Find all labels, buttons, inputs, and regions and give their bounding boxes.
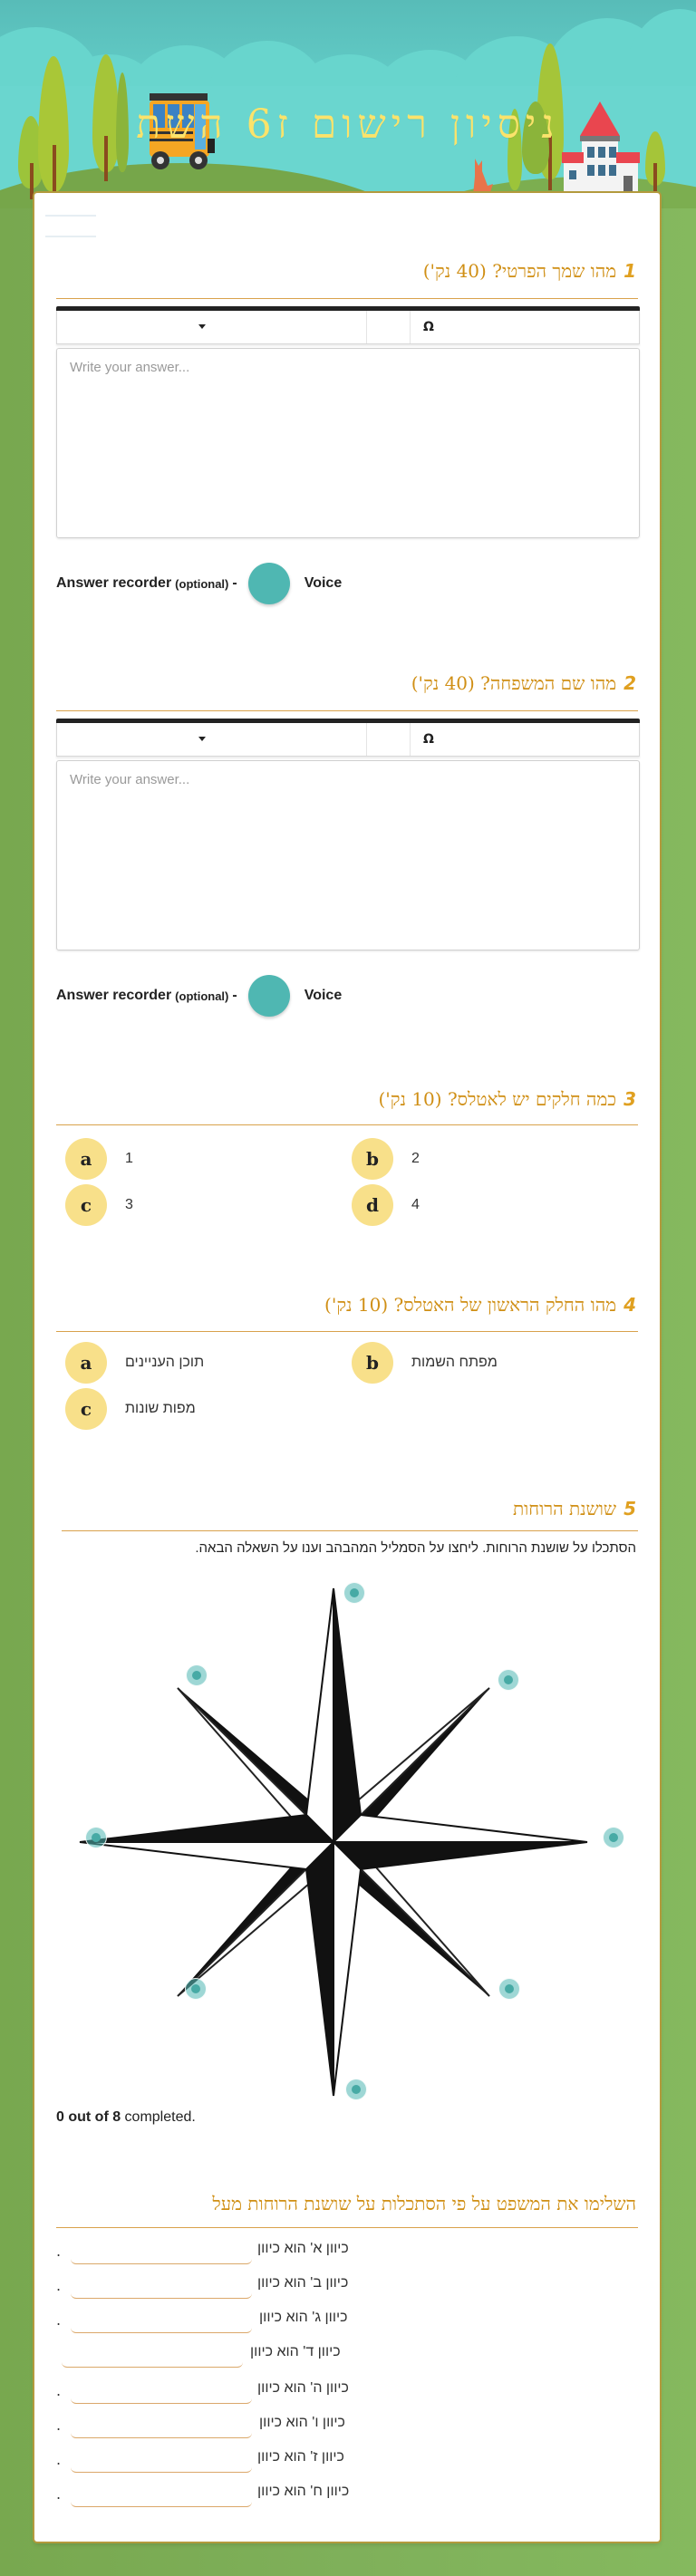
answer-textarea[interactable]: Write your answer...: [56, 348, 640, 538]
choice-option-c[interactable]: c מפות שונות: [65, 1388, 196, 1430]
choice-option-c[interactable]: c 3: [65, 1184, 133, 1226]
caret-down-icon: [198, 324, 206, 329]
divider: [56, 1124, 638, 1125]
question-2-title: 2מהו שם המשפחה? (40 נק'): [411, 672, 636, 694]
compass-hotspot-north[interactable]: [343, 1582, 365, 1604]
direction-g-input[interactable]: [71, 2451, 252, 2473]
fill-in-row: . כיוון ו' הוא כיוון: [56, 2413, 636, 2440]
fox-illustration: [469, 159, 495, 195]
toolbar-button[interactable]: [367, 723, 411, 756]
format-dropdown[interactable]: [57, 723, 367, 756]
divider: [56, 710, 638, 711]
question-4-title: 4מהו החלק הראשון של האטלס? (10 נק'): [324, 1294, 636, 1316]
divider: [56, 1331, 638, 1332]
fill-in-row: . כיוון ב' הוא כיוון: [56, 2273, 636, 2301]
direction-c-input[interactable]: [71, 2311, 252, 2333]
compass-hotspot-northeast[interactable]: [498, 1669, 519, 1691]
header-banner: [0, 0, 696, 208]
answer-recorder: Answer recorder (optional) - Voice: [56, 563, 342, 604]
page-title: ניסיון רישום ז6 השת: [136, 101, 560, 148]
fill-in-row: . כיוון ג' הוא כיוון: [56, 2308, 636, 2335]
question-1-title: 1מהו שמך הפרטי? (40 נק'): [422, 260, 636, 282]
question-1-number: 1: [624, 260, 636, 282]
question-2-editor: [56, 719, 640, 950]
special-characters-button[interactable]: Ω: [423, 320, 434, 334]
choice-option-d[interactable]: d 4: [352, 1184, 420, 1226]
compass-hotspot-southeast[interactable]: [498, 1978, 520, 2000]
fill-in-row: כיוון ד' הוא כיוון: [56, 2342, 636, 2369]
compass-hotspot-east[interactable]: [603, 1827, 624, 1848]
editor-toolbar: [56, 723, 640, 757]
direction-f-input[interactable]: [71, 2417, 252, 2438]
answer-recorder: Answer recorder (optional) - Voice: [56, 975, 342, 1017]
direction-d-input[interactable]: [62, 2346, 243, 2368]
compass-rose-image: [57, 1579, 610, 2105]
direction-a-input[interactable]: [71, 2243, 252, 2264]
answer-textarea[interactable]: Write your answer...: [56, 760, 640, 950]
choice-option-a[interactable]: a תוכן העניינים: [65, 1342, 204, 1384]
fill-in-row: . כיוון ח' הוא כיוון: [56, 2482, 636, 2509]
compass-hotspot-northwest[interactable]: [186, 1664, 208, 1686]
direction-b-input[interactable]: [71, 2277, 252, 2299]
compass-instruction: הסתכלו על שושנת הרוחות. ליחצו על הסמליל המהבהב וענו על השאלה הבאה.: [195, 1540, 636, 1556]
editor-toolbar: [56, 311, 640, 344]
fill-in-row: . כיוון ז' הוא כיוון: [56, 2447, 636, 2475]
question-1-editor: [56, 306, 640, 538]
voice-label: Voice: [304, 575, 343, 591]
choice-option-b[interactable]: b מפתח השמות: [352, 1342, 498, 1384]
record-voice-button[interactable]: [248, 563, 290, 604]
format-dropdown[interactable]: [57, 311, 367, 343]
toolbar-button[interactable]: [367, 311, 411, 343]
divider: [62, 1530, 638, 1531]
choice-option-b[interactable]: b 2: [352, 1138, 420, 1180]
fill-in-row: . כיוון ה' הוא כיוון: [56, 2378, 636, 2406]
divider: [56, 298, 638, 299]
special-characters-button[interactable]: Ω: [423, 732, 434, 747]
question-5-title: 5שושנת הרוחות: [512, 1498, 636, 1520]
question-3-title: 3כמה חלקים יש לאטלס? (10 נק'): [378, 1088, 636, 1110]
compass-hotspot-southwest[interactable]: [185, 1978, 207, 2000]
voice-label: Voice: [304, 988, 343, 1003]
fill-in-row: . כיוון א' הוא כיוון: [56, 2239, 636, 2266]
hotspot-progress: 0 out of 8 completed.: [56, 2109, 196, 2125]
fill-in-title: השלימו את המשפט על פי הסתכלות על שושנת הרוחות מעל: [212, 2193, 636, 2214]
compass-hotspot-west[interactable]: [85, 1827, 107, 1848]
caret-down-icon: [198, 737, 206, 741]
direction-e-input[interactable]: [71, 2382, 252, 2404]
record-voice-button[interactable]: [248, 975, 290, 1017]
choice-option-a[interactable]: a 1: [65, 1138, 133, 1180]
worksheet-card: [34, 193, 660, 2542]
compass-hotspot-south[interactable]: [345, 2079, 367, 2100]
direction-h-input[interactable]: [71, 2485, 252, 2507]
divider: [56, 2227, 638, 2228]
